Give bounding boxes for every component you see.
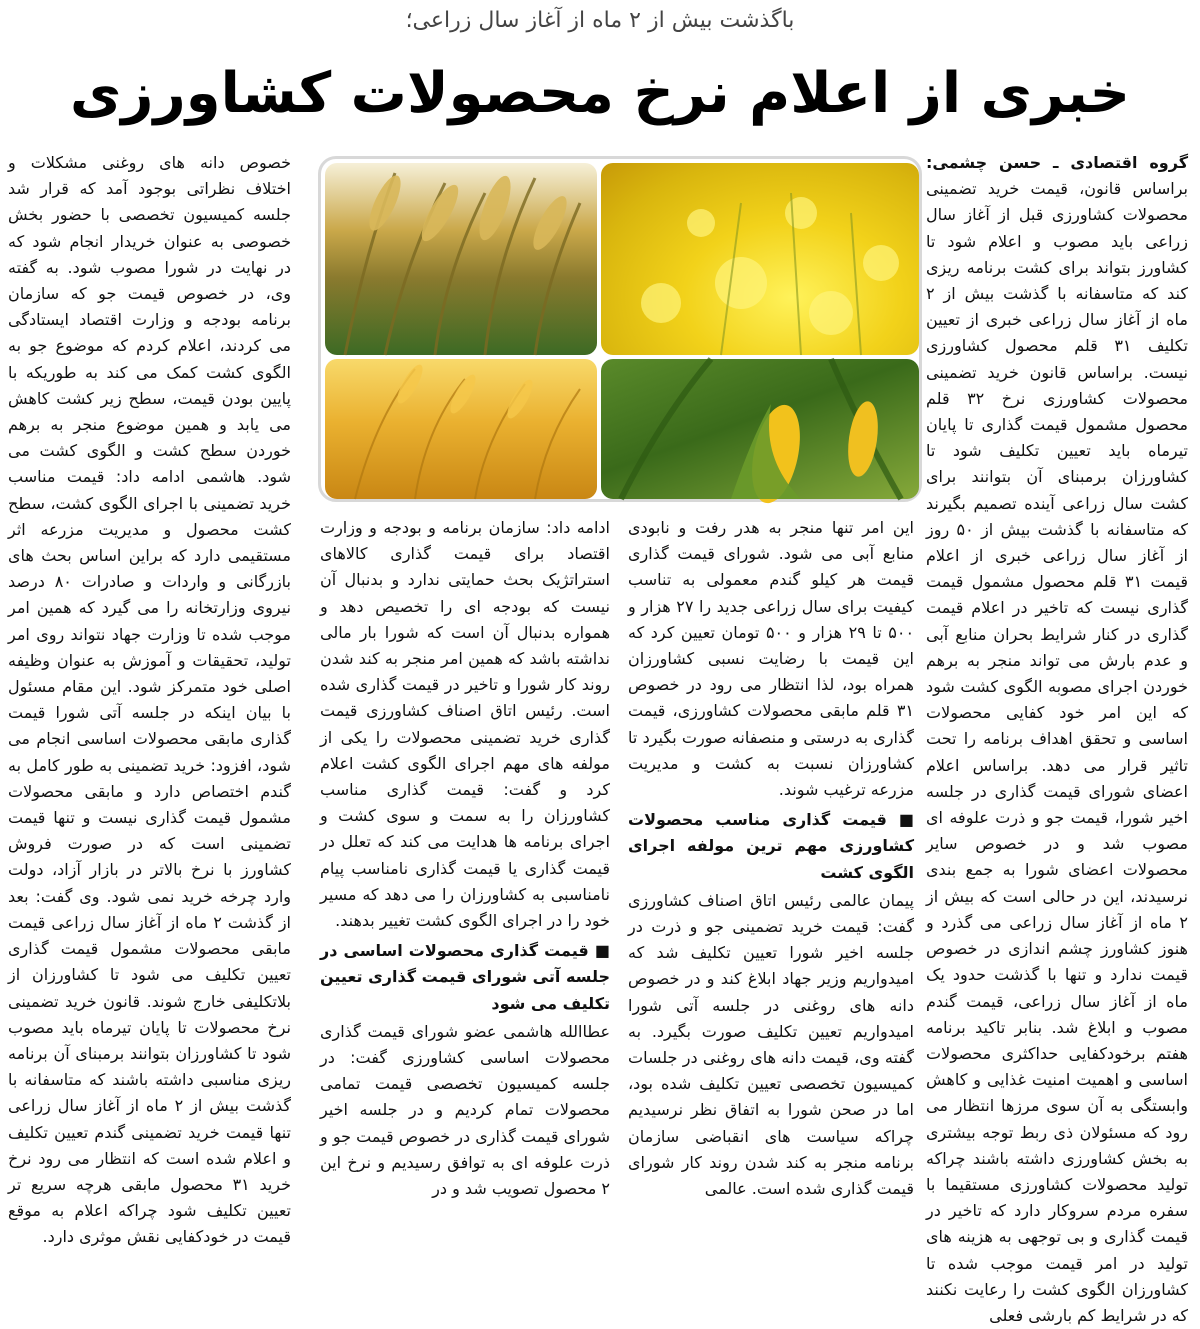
col5-text: خصوص دانه های روغنی مشکلات و اختلاف نظراتی بوجود آمد که قرار شد جلسه کمیسیون تخصصی با حضور بخش خصوصی به عنوان خریدار انجام شود که در نهایت در شورا مصوب شود. به گفته وی، در خصوص قیمت جو که سازمان برنامه بودجه و وزارت اقتصاد ایستادگی می کردند، اعلام کردم که موضوع جو به الگوی کشت کمک می کند به طوریکه با پایین بودن قیمت، سطح زیر کشت کاهش می یابد و همین موضوع منجر به برهم خوردن سطح کشت و الگوی کشت می شود. هاشمی ادامه داد: قیمت مناسب خرید تضمینی با اجرای الگوی کشت، سطح کشت محصول و مدیریت مزرعه اثر مستقیمی دارد که براین اساس بحث های بازرگانی و واردات و صادرات ۸۰ درصد نیروی وزارتخانه را می گیرد که همین امر موجب شده تا وزارت جهاد نتواند روی امر تولید، تحقیقات و آموزش به عنوان وظیفه اصلی خود متمرکز شود. این مقام مسئول با بیان اینکه در جلسه آتی شورا قیمت گذاری مابقی محصولات اساسی انجام می شود، افزود: خرید تضمینی به طور کامل به گندم اختصاص دارد و مابقی محصولات مشمول قیمت گذاری نیست و تنها قیمت تضمینی است که در صورت فروش کشاورز با نرخ بالاتر در بازار آزاد، دولت وارد چرخه خرید نمی شود. وی گفت: بعد از گذشت ۲ ماه از آغاز سال زراعی قیمت مابقی محصولات مشمول قیمت گذاری تعیین تکلیف می شود تا کشاورزان از بلاتکلیفی خارج شوند. قانون خرید تضمینی نرخ محصولات تا پایان تیرماه باید مصوب شود تا کشاورزان بتوانند برمبنای آن برنامه ریزی مناسبی داشته باشند که متاسفانه با گذشت بیش از ۲ ماه از آغاز سال زراعی تنها قیمت خرید تضمینی گندم تعیین تکلیف و اعلام شده است که انتظار می رود نرخ خرید ۳۱ محصول مابقی هرچه سریع تر تعیین تکلیف شود چراکه اعلام به موقع قیمت در خودکفایی نقش موثری دارد. — [8, 153, 292, 1247]
rice-crop-photo — [325, 163, 597, 355]
kicker-subtitle: باگذشت بیش از ۲ ماه از آغاز سال زراعی؛ — [405, 8, 795, 33]
canola-field-photo — [601, 163, 919, 355]
article-column-3 — [320, 515, 610, 1199]
crop-photo-collage — [318, 156, 922, 502]
col1-text: براساس قانون، قیمت خرید تضمینی محصولات کشاورزی قبل از آغاز سال زراعی باید مصوب و اعلام شود تا کشاورز بتواند برای کشت برنامه ریزی کند که متاسفانه با گذشت بیش از ۲ ماه از آغاز سال زراعی خبری از تعیین تکلیف ۳۱ قلم محصول کشاورزی نیست. براساس قانون خرید تضمینی محصولات کشاورزی نرخ ۳۲ قلم محصول مشمول قیمت گذاری تا پایان تیرماه باید تعیین تکلیف شود تا کشاورزان برمبنای آن بتوانند برای کشت سال زراعی آینده تصمیم بگیرند که متاسفانه با گذشت بیش از ۵۰ روز از آغاز سال زراعی خبری از اعلام قیمت ۳۱ قلم محصول مشمول قیمت گذاری نیست که تاخیر در اعلام قیمت گذاری در کنار شرایط بحران منابع آبی و عدم بارش می تواند منجر به برهم خوردن اجرای مصوبه الگوی کشت شود که این امر خود کفایی محصولات اساسی و تحقق اهداف برنامه را تحت تاثیر قرار می دهد. براساس اعلام اعضای شورای قیمت گذاری در جلسه اخیر شورا، قیمت جو و ذرت علوفه ای مصوب شد و در خصوص سایر محصولات اعضای شورا به جمع بندی نرسیدند، این در حالی است که بیش از ۲ ماه از آغاز سال زراعی می گذرد و هنوز کشاورز چشم اندازی در خصوص قیمت ندارد و تنها با گذشت حدود یک ماه از آغاز سال زراعی، قیمت گندم مصوب و ابلاغ شد. بنابر تاکید برنامه هفتم برخودکفایی حداکثری محصولات اساسی و اهمیت امنیت غذایی و کاهش وابستگی به آن سوی مرزها انتظار می رود که مسئولان ذی ربط توجه بیشتری به بخش کشاورزی داشته باشند چراکه تولید محصولات کشاورزی مستقیما با سفره مردم سروکار دارد که تاخیر در قیمت گذاری و بی توجهی به هزینه های تولید در امر قیمت موجب شده تا کشاورزان الگوی کشت را رعایت نکنند که در شرایط کم بارشی فعلی — [926, 179, 1189, 1325]
subheading-1: ■ قیمت گذاری مناسب محصولات کشاورزی مهم ترین مولفه اجرای الگوی کشت — [628, 810, 914, 882]
article-column-1 — [926, 150, 1189, 1325]
article-column-2 — [628, 515, 915, 1199]
col2-paragraph-1: این امر تنها منجر به هدر رفت و نابودی منابع آبی می شود. شورای قیمت گذاری قیمت هر کیلو گندم معمولی به تناسب کیفیت برای سال زراعی جدید را ۲۷ هزار و ۵۰۰ تا ۲۹ هزار و ۵۰۰ تومان تعیین کرد که این قیمت با رضایت نسبی کشاورزان همراه بود، لذا انتظار می رود در خصوص ۳۱ قلم مابقی محصولات کشاورزی، قیمت گذاری به درستی و منصفانه صورت بگیرد تا کشاورزان نسبت به کشت و مدیریت مزرعه ترغیب شوند. — [628, 518, 915, 800]
subheading-2: ■ قیمت گذاری محصولات اساسی در جلسه آتی شورای قیمت گذاری تعیین تکلیف می شود — [320, 941, 610, 1013]
corn-cob-photo — [601, 359, 919, 499]
col3-paragraph-1: ادامه داد: سازمان برنامه و بودجه و وزارت اقتصاد برای قیمت گذاری کالاهای استراتژیک بحث حمایتی ندارد و بدنبال آن نیست که بودجه ای را تخصیص دهد و همواره بدنبال آن است که شورا بار مالی نداشته باشد که همین امر منجر به کند شدن روند کار شورا و تاخیر در قیمت گذاری شده است. رئیس اتاق اصناف کشاورزی قیمت گذاری خرید تضمینی محصولات را یکی از مولفه های مهم اجرای الگوی کشت اعلام کرد و گفت: قیمت گذاری مناسب کشاورزان را به سمت و سوی کشت و اجرای برنامه ها هدایت می کند که تعلل در قیمت گذاری یا قیمت گذاری نامناسب پیام نامناسبی به کشاورزان را می دهد که مسیر خود را در اجرای الگوی کشت تغییر بدهند. — [320, 518, 610, 931]
article-column-5 — [8, 150, 292, 1247]
col2-paragraph-2: پیمان عالمی رئیس اتاق اصناف کشاورزی گفت: قیمت خرید تضمینی جو و ذرت در جلسه اخیر شورا تعیین تکلیف شد که امیدواریم وزیر جهاد ابلاغ کند و در خصوص دانه های روغنی در جلسه آتی شورا امیدواریم تعیین تکلیف صورت بگیرد. به گفته وی، قیمت دانه های روغنی در جلسات کمیسیون تخصصی تعیین تکلیف شده بود، اما در صحن شورا به اتفاق نظر نرسیدیم چراکه سیاست های انقباضی سازمان برنامه منجر به کند شدن روند کار شورای قیمت گذاری شده است. عالمی — [628, 890, 914, 1199]
col3-paragraph-2: عطاالله هاشمی عضو شورای قیمت گذاری محصولات اساسی کشاورزی گفت: در جلسه کمیسیون تخصصی قیمت تمامی محصولات تمام کردیم و در جلسه اخیر شورای قیمت گذاری در خصوص قیمت جو و ذرت علوفه ای به توافق رسیدیم و نرخ این ۲ محصول تصویب شد و در — [320, 1021, 610, 1199]
wheat-field-photo — [325, 359, 597, 499]
byline: گروه اقتصادی ـ حسن چشمی: — [926, 153, 1188, 172]
headline: خبری از اعلام نرخ محصولات کشاورزی — [69, 61, 1130, 126]
